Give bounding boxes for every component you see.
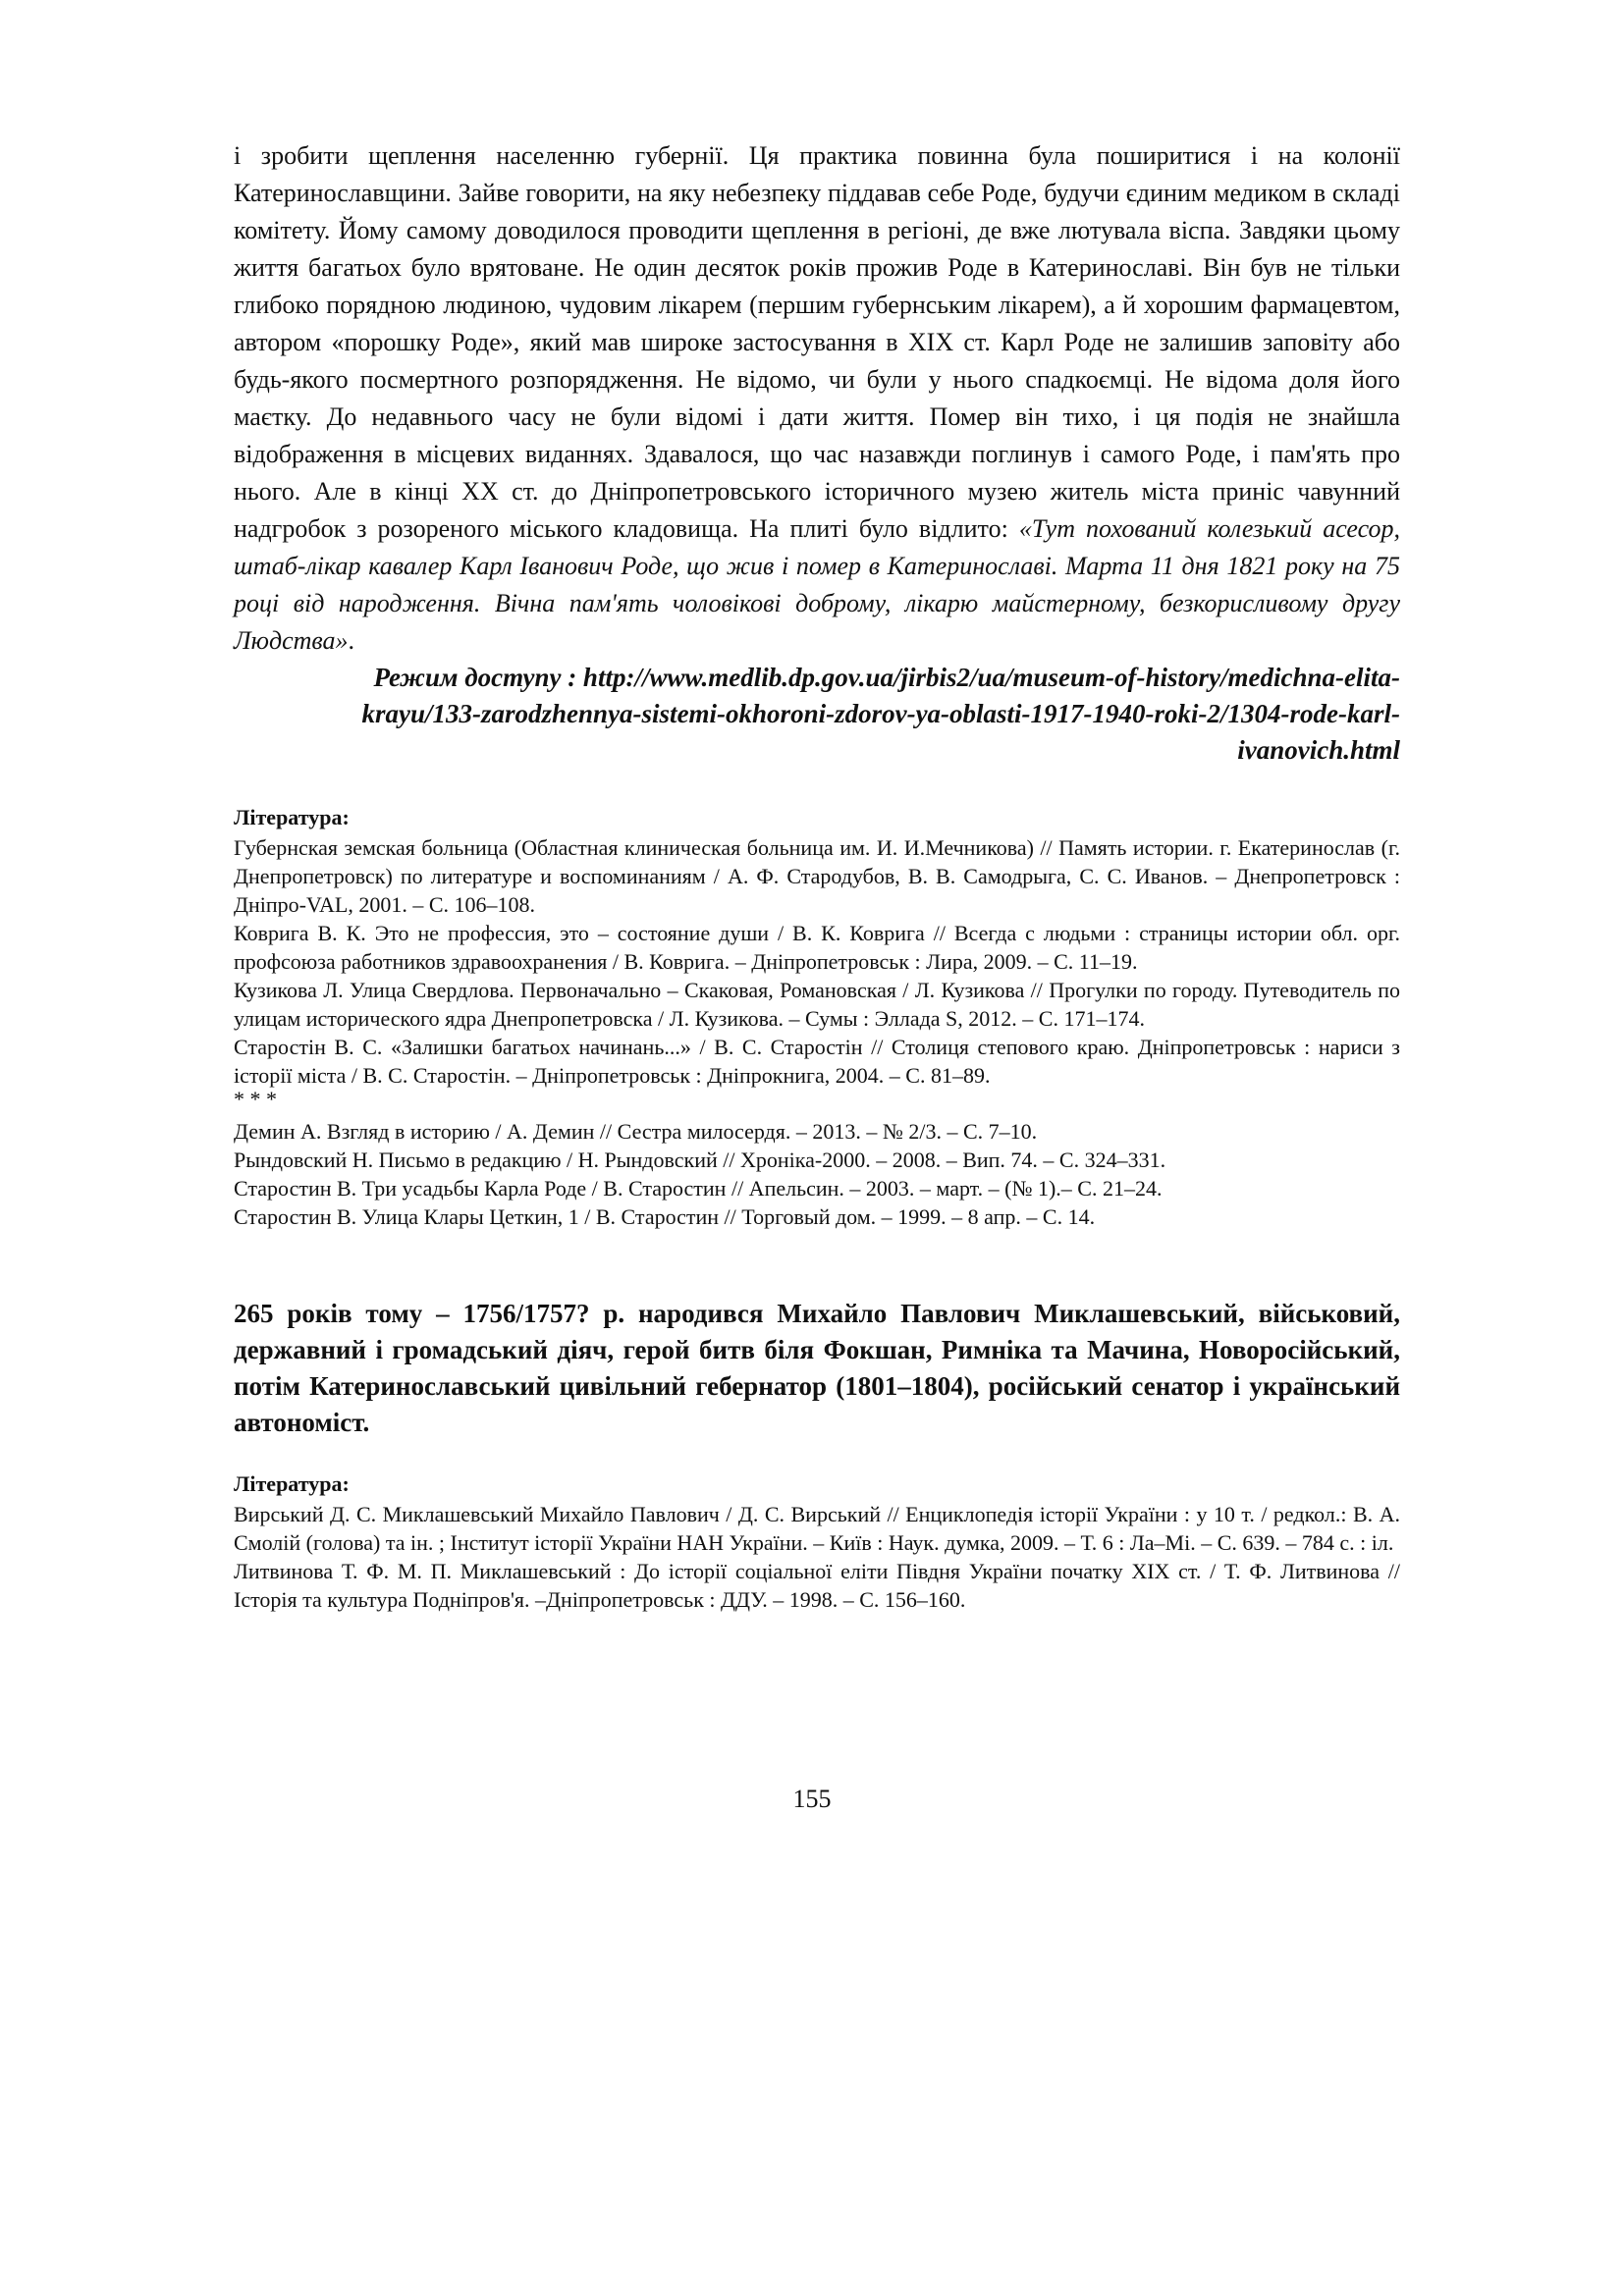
reference-item: Старостин В. Три усадьбы Карла Роде / В. Старостин // Апельсин. – 2003. – март. – (№ 1).– С. 21–24. [234, 1176, 1163, 1201]
reference-list-2 [234, 1500, 1400, 1614]
reference-item: Старостін В. С. «Залишки багатьох начинань...» / В. С. Старостін // Столиця степового краю. Дніпропетровськ : нариси з історії міста / В. С. Старостін. – Дніпропетровськ : Дніпрокнига, 2004. – С. 81–89. [234, 1035, 1400, 1088]
reference-item: Губернская земская больница (Областная клиническая больница им. И. И.Мечникова) // Память истории. г. Екатеринослав (г. Днепропетровск) по литературе и воспоминаниям / А. Ф. Стародубов, В. В. Самодрыга, С. С. Иванов. – Днепропетровск : Дніпро-VAL, 2001. – С. 106–108. [234, 835, 1400, 917]
access-link[interactable]: Режим доступу : http://www.medlib.dp.gov.ua/jirbis2/ua/museum-of-history/medichna-elita-krayu/133-zarodzhennya-sistemi-okhoroni-zdorov-ya-oblasti-1917-1940-roki-2/1304-rode-karl-ivanovich.html [361, 663, 1400, 765]
main-text: і зробити щеплення населенню губернії. Ця практика повинна була поширитися і на колонії Катеринославщини. Зайве говорити, на яку небезпеку піддавав себе Роде, будучи єдиним медиком в складі комітету. Йому самому доводилося проводити щеплення в регіоні, де вже лютувала віспа. Завдяки цьому життя багатьох було врятоване. Не один десяток років прожив Роде в Катеринославі. Він був не тільки глибоко порядною людиною, чудовим лікарем (першим губернським лікарем), а й хорошим фармацевтом, автором «порошку Роде», який мав широке застосування в XIX ст. Карл Роде не залишив заповіту або будь-якого посмертного розпорядження. Не відомо, чи були у нього спадкоємці. Не відома доля його маєтку. До недавнього часу не були відомі і дати життя. Помер він тихо, і ця подія не знайшла відображення в місцевих виданнях. Здавалося, що час назавжди поглинув і самого Роде, і пам'ять про нього. Але в кінці XX ст. до Дніпропетровського історичного музею житель міста приніс чавунний надгробок з розореного міського кладовища. На плиті було відлито: [234, 141, 1400, 543]
reference-item: Рындовский Н. Письмо в редакцию / Н. Рындовский // Хроніка-2000. – 2008. – Вип. 74. – С. 324–331. [234, 1148, 1166, 1172]
epitaph-quote: «Тут похований колезький асесор, штаб-лікар кавалер Карл Іванович Роде, що жив і помер в Катеринославі. Марта 11 дня 1821 року на 75 році від народження. Вічна пам'ять чоловікові доброму, лікарю майстерному, безкорисливому другу Людства» [234, 514, 1400, 655]
reference-list-1b [234, 1117, 1400, 1231]
separator-stars: * * * [234, 1087, 277, 1111]
reference-list-1a [234, 833, 1400, 1090]
reference-item: Коврига В. К. Это не профессия, это – состояние души / В. К. Коврига // Всегда с людьми : страницы истории обл. орг. профсоюза работников здравоохранения / В. Коврига. – Дніпропетровськ : Лира, 2009. – С. 11–19. [234, 921, 1400, 974]
quote-end: . [348, 626, 355, 655]
reference-item: Демин А. Взгляд в историю / А. Демин // Сестра милосердя. – 2013. – № 2/3. – С. 7–10. [234, 1119, 1038, 1144]
reference-item: Вирський Д. С. Миклашевський Михайло Павлович / Д. С. Вирський // Енциклопедія історії України : у 10 т. / редкол.: В. А. Смолій (голова) та ін. ; Інститут історії України НАН України. – Київ : Наук. думка, 2009. – Т. 6 : Ла–Мі. – С. 639. – 784 с. : іл. [234, 1502, 1400, 1555]
reference-item: Старостин В. Улица Клары Цеткин, 1 / В. Старостин // Торговый дом. – 1999. – 8 апр. – С. 14. [234, 1204, 1096, 1229]
page-body [234, 137, 1400, 1614]
reference-item: Кузикова Л. Улица Свердлова. Первоначально – Скаковая, Романовская / Л. Кузикова // Прогулки по городу. Путеводитель по улицам исторического ядра Днепропетровска / Л. Кузикова. – Сумы : Эллада S, 2012. – С. 171–174. [234, 978, 1400, 1031]
page-number: 155 [792, 1785, 832, 1813]
section-title: 265 років тому – 1756/1757? р. народився Михайло Павлович Миклашевський, військовий, державний і громадський діяч, герой битв біля Фокшан, Римніка та Мачина, Новоросійський, потім Катеринославський цивільний гебернатор (1801–1804), російський сенатор і український автономіст. [234, 1299, 1400, 1437]
literature-heading-2: Література: [234, 1471, 350, 1496]
reference-item: Литвинова Т. Ф. М. П. Миклашевський : До історії соціальної еліти Півдня України початку XIX ст. / Т. Ф. Литвинова // Історія та культура Подніпров'я. –Дніпропетровськ : ДДУ. – 1998. – С. 156–160. [234, 1559, 1400, 1612]
main-paragraph [234, 137, 1400, 660]
literature-heading-1: Література: [234, 805, 350, 829]
